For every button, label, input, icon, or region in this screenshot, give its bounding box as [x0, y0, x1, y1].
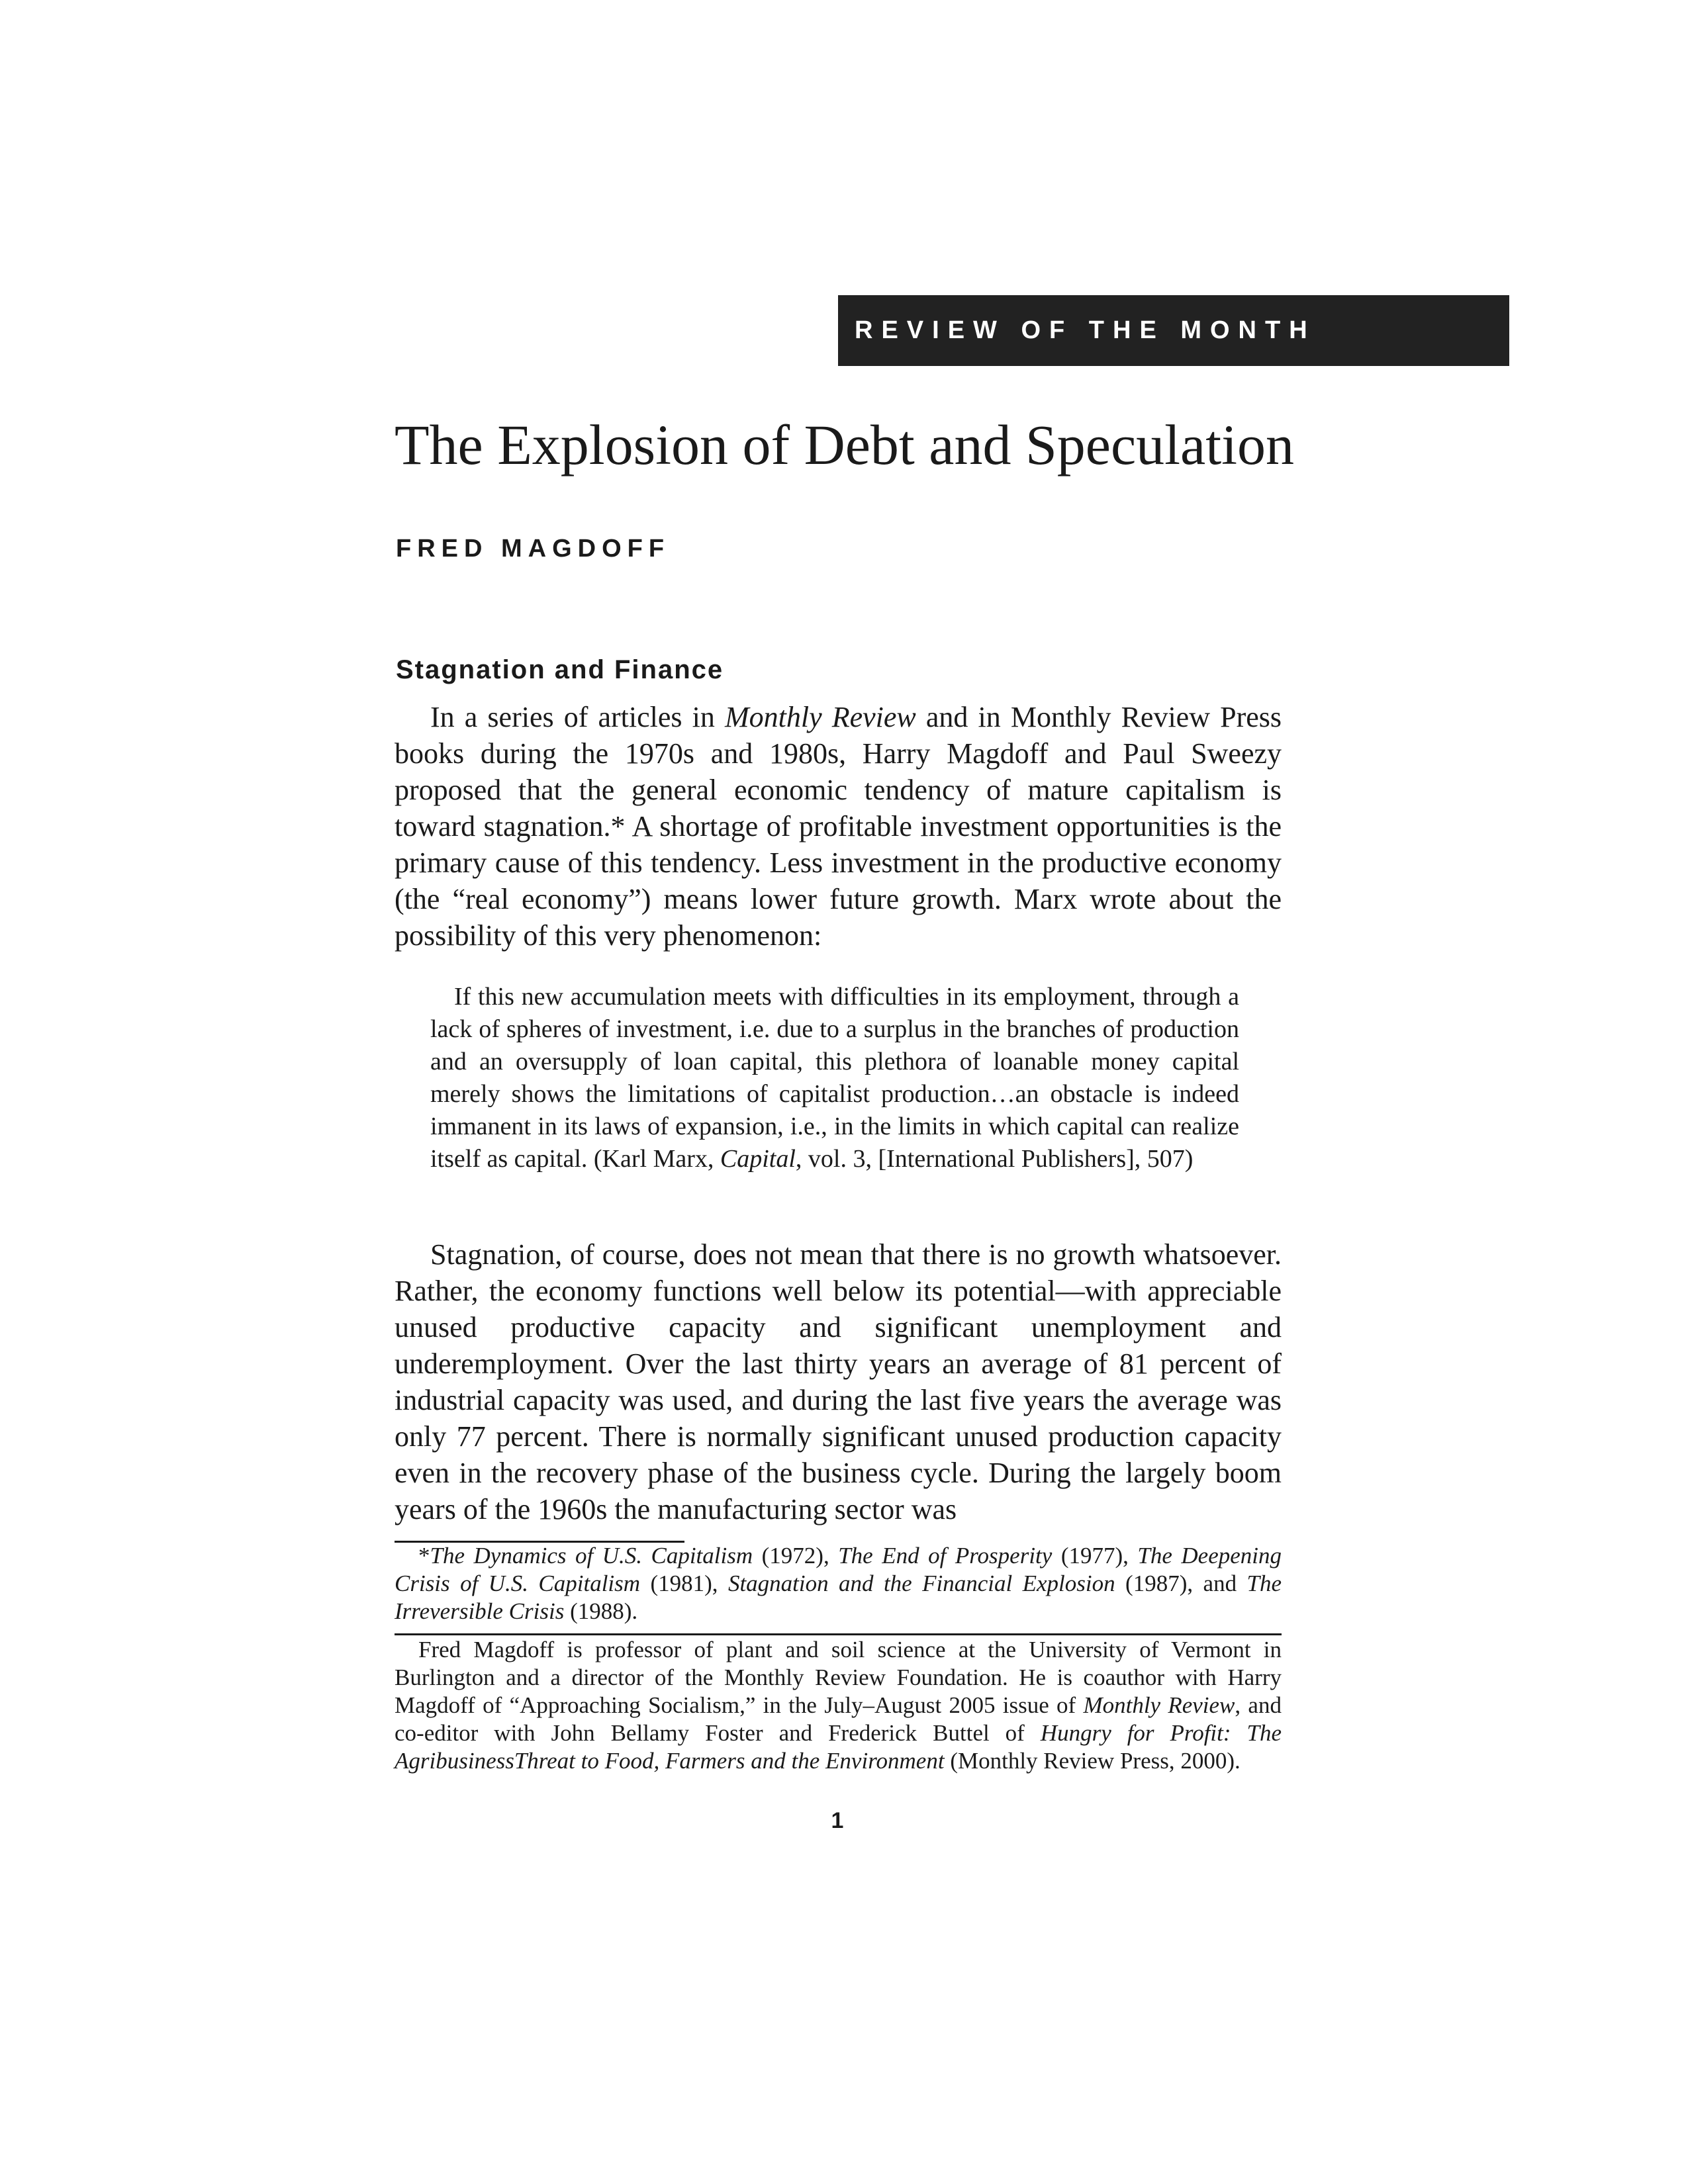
page-number: 1	[831, 1808, 844, 1833]
article-title: The Explosion of Debt and Speculation	[395, 413, 1294, 477]
intro-paragraph-block	[395, 699, 1282, 954]
stagnation-paragraph-block	[395, 1236, 1282, 1527]
bio-divider	[395, 1633, 1282, 1635]
book-title-capital: Capital	[720, 1145, 796, 1173]
stagnation-paragraph: Stagnation, of course, does not mean that there is no growth whatsoever. Rather, the economy functions well below its potential—with appreciable unused productive capacity and significant unemployment and underemployment. Over the last thirty years an average of 81 percent of industrial capacity was used, and during the last five years the average was only 77 percent. There is normally significant unused production capacity even in the recovery phase of the business cycle. During the largely boom years of the 1960s the manufacturing sector was	[395, 1238, 1282, 1525]
block-quote	[430, 981, 1239, 1175]
section-label: REVIEW OF THE MONTH	[838, 295, 1509, 366]
footnote: *The Dynamics of U.S. Capitalism (1972), The End of Prosperity (1977), The Deepening Crisis of U.S. Capitalism (1981), Stagnation and the Financial Explosion (1987), and The Irreversible Crisis (1988).	[395, 1543, 1282, 1624]
section-heading: Stagnation and Finance	[396, 655, 724, 684]
marx-quotation: If this new accumulation meets with difficulties in its employment, through a lack of spheres of investment, i.e. due to a surplus in the branches of production and an oversupply of loan capital, this plethora of loanable money capital merely shows the limitations of capitalist production…an obstacle is indeed immanent in its laws of expansion, i.e., in the limits in which capital can realize itself as capital. (Karl Marx, Capital, vol. 3, [International Publishers], 507)	[430, 983, 1239, 1173]
footnote-block	[395, 1542, 1282, 1625]
author-bio: Fred Magdoff is professor of plant and soil science at the University of Vermont in Burlington and a director of the Monthly Review Foundation. He is coauthor with Harry Magdoff of “Approaching Socialism,” in the July–August 2005 issue of Monthly Review, and co-editor with John Bellamy Foster and Frederick Buttel of Hungry for Profit: The AgribusinessThreat to Food, Farmers and the Environment (Monthly Review Press, 2000).	[395, 1637, 1282, 1774]
author-bio-block	[395, 1636, 1282, 1775]
author-name: FRED MAGDOFF	[396, 535, 671, 563]
intro-paragraph: In a series of articles in Monthly Review and in Monthly Review Press books during the 1970s and 1980s, Harry Magdoff and Paul Sweezy proposed that the general economic tendency of mature capitalism is toward stagnation.* A shortage of profitable investment opportunities is the primary cause of this tendency. Less investment in the productive economy (the “real economy”) means lower future growth. Marx wrote about the possibility of this very phenomenon:	[395, 701, 1282, 952]
journal-title: Monthly Review	[724, 701, 916, 733]
